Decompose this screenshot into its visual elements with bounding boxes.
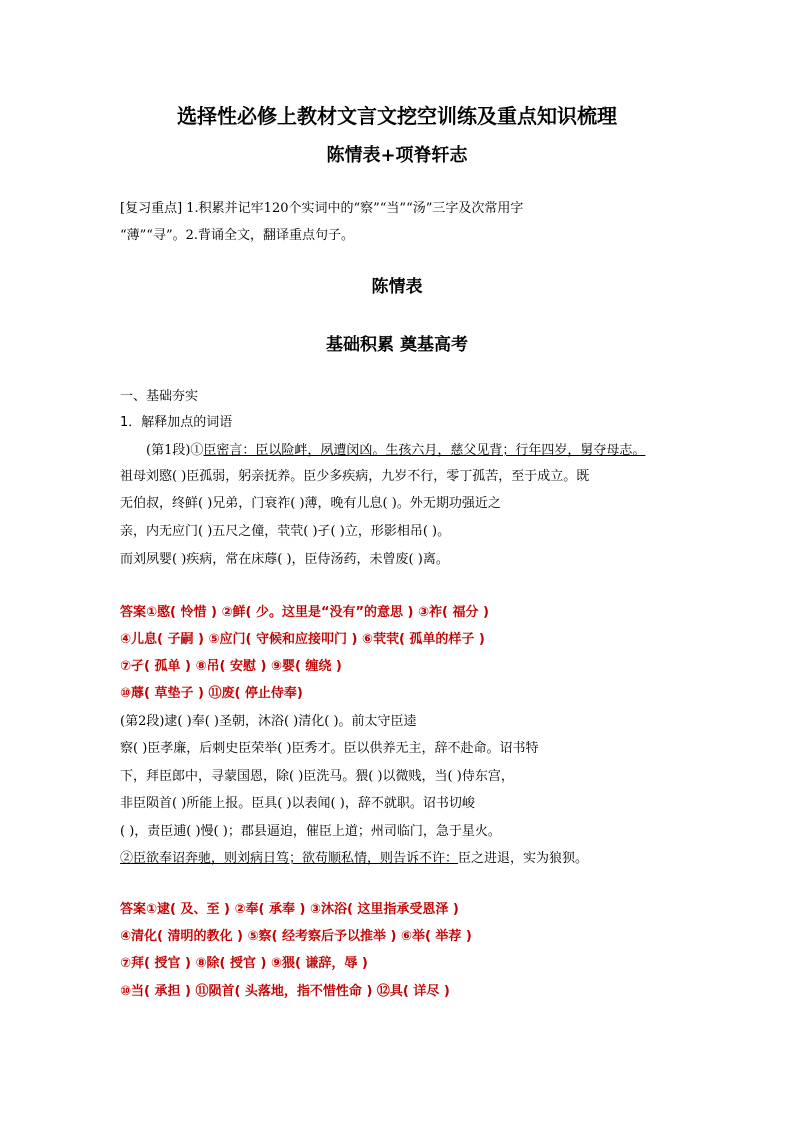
document-title: 选择性必修上教材文言文挖空训练及重点知识梳理 [177, 104, 617, 128]
para2-line-1: (第2段)逮( )奉( )圣朝，沐浴( )清化( )。前太守臣逵 [120, 714, 417, 729]
answer-line: ④儿息( 子嗣 ) ⑤应门( 守候和应接叩门 ) ⑥茕茕( 孤单的样子 ) [120, 632, 485, 647]
answer-line: 答案①逮( 及、至 ) ②奉( 承奉 ) ③沐浴( 这里指承受恩泽 ) [120, 902, 459, 917]
para2-underlined-sentence: ②臣欲奉诏奔驰，则刘病日笃；欲苟顺私情，则告诉不许： [120, 851, 459, 866]
para1-label: (第1段)① [146, 443, 204, 458]
review-points-line-1: [复习重点] 1.积累并记牢120个实词中的“察”“当”“汤”三字及次常用字 [120, 201, 524, 216]
para1-line-4: 亲，内无应门( )五尺之僮，茕茕( )孑( )立，形影相吊( )。 [120, 524, 451, 539]
para2-line-3: 下，拜臣郎中，寻蒙国恩，除( )臣洗马。猥( )以微贱，当( )侍东宫， [120, 769, 514, 784]
para2-line-4: 非臣陨首( )所能上报。臣具( )以表闻( )，辞不就职。诏书切峻 [120, 796, 475, 811]
para1-line-5: 而刘夙婴( )疾病，常在床蓐( )，臣侍汤药，未曾废( )离。 [120, 552, 449, 567]
para1-line-1 [120, 442, 680, 460]
para2-line-5: ( )，责臣逋( )慢( )；郡县逼迫，催臣上道；州司临门，急于星火。 [120, 824, 501, 839]
para2-tail: 臣之进退，实为狼狈。 [458, 851, 589, 866]
answer-line: 答案①愍( 怜惜 ) ②鲜( 少。这里是“没有”的意思 ) ③祚( 福分 ) [120, 605, 489, 620]
review-points-line-2: “薄”“寻”。2.背诵全文，翻译重点句子。 [120, 228, 354, 243]
answer-line: ⑩当( 承担 ) ⑪陨首( 头落地，指不惜性命 ) ⑫具( 详尽 ) [120, 984, 450, 999]
part-heading: 一、基础夯实 [120, 389, 199, 404]
section-title: 陈情表 [371, 277, 423, 297]
answer-line: ⑦孑( 孤单 ) ⑧吊( 安慰 ) ⑨婴( 缠绕 ) [120, 659, 342, 674]
para1-underlined-sentence: 臣密言：臣以险衅，夙遭闵凶。生孩六月，慈父见背；行年四岁，舅夺母志。 [203, 443, 646, 458]
subsection-title: 基础积累 奠基高考 [326, 335, 468, 355]
answer-line: ⑦拜( 授官 ) ⑧除( 授官 ) ⑨猥( 谦辞，辱 ) [120, 956, 368, 971]
document-subtitle: 陈情表+项脊轩志 [326, 145, 468, 166]
para1-line-3: 无伯叔，终鲜( )兄弟，门衰祚( )薄，晚有儿息( )。外无期功强近之 [120, 496, 501, 511]
para2-line-6 [120, 850, 680, 868]
answer-line: ④清化( 清明的教化 ) ⑤察( 经考察后予以推举 ) ⑥举( 举荐 ) [120, 929, 472, 944]
question-heading: 1．解释加点的词语 [120, 415, 233, 430]
para2-line-2: 察( )臣孝廉，后刺史臣荣举( )臣秀才。臣以供养无主，辞不赴命。诏书特 [120, 741, 539, 756]
para1-line-2: 祖母刘愍( )臣孤弱，躬亲抚养。臣少多疾病，九岁不行，零丁孤苦，至于成立。既 [120, 469, 590, 484]
answer-line: ⑩蓐( 草垫子 ) ⑪废( 停止侍奉) [120, 686, 303, 701]
